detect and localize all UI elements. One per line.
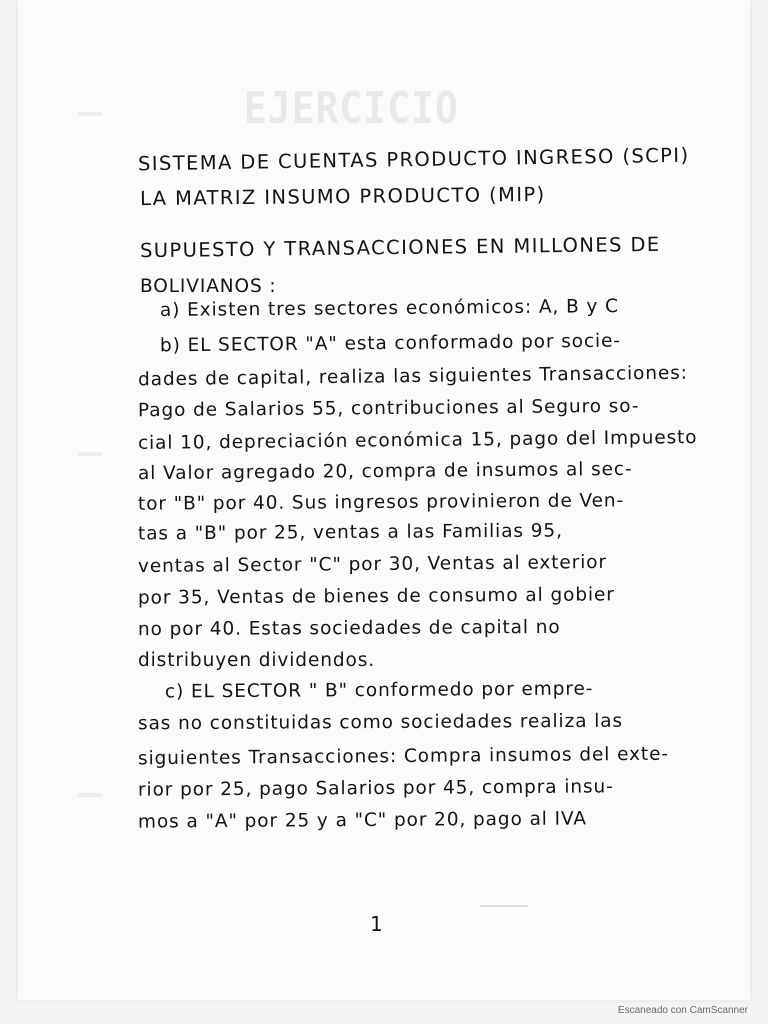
body-line: no por 40. Estas sociedades de capital no (137, 616, 561, 641)
body-line: cial 10, depreciación económica 15, pago del Impuesto (137, 427, 698, 454)
body-line: c) EL SECTOR " B" conformedo por empre- (164, 678, 594, 703)
body-line: siguientes Transacciones: Compra insumos del exte- (137, 743, 669, 770)
scan-mark (78, 452, 102, 456)
scan-mark (78, 112, 102, 116)
exercise-stamp: EJERCICIO (244, 82, 459, 134)
title-line-2: LA MATRIZ INSUMO PRODUCTO (MIP) (139, 182, 546, 211)
title-line-1: SISTEMA DE CUENTAS PRODUCTO INGRESO (SCPI) (137, 143, 690, 176)
body-line: a) Existen tres sectores económicos: A, B y C (159, 295, 619, 322)
body-line: distribuyen dividendos. (138, 650, 376, 671)
pencil-mark (480, 905, 528, 907)
body-line: rior por 25, pago Salarios por 45, compra insu- (137, 776, 614, 801)
body-line: al Valor agregado 20, compra de insumos al sec- (137, 458, 633, 485)
body-line: ventas al Sector "C" por 30, Ventas al exterior (137, 551, 608, 578)
body-line: mos a "A" por 25 y a "C" por 20, pago al IVA (137, 808, 587, 833)
scanner-credit: Escaneado con CamScanner (617, 1005, 748, 1016)
heading-line-1: SUPUESTO Y TRANSACCIONES EN MILLONES DE (139, 232, 661, 263)
body-line: por 35, Ventas de bienes de consumo al gobier (137, 584, 615, 609)
heading-line-2: BOLIVIANOS : (140, 276, 277, 297)
body-line: b) EL SECTOR "A" esta conformado por socie- (159, 330, 622, 357)
body-line: Pago de Salarios 55, contribuciones al Seguro so- (137, 395, 640, 422)
scan-mark (78, 793, 102, 797)
body-line: dades de capital, realiza las siguientes Transacciones: (137, 362, 688, 391)
body-line: tas a "B" por 25, ventas a las Familias 95, (137, 520, 563, 545)
page-number: 1 (370, 912, 383, 936)
body-line: tor "B" por 40. Sus ingresos provinieron de Ven- (137, 490, 625, 515)
body-line: sas no constituidas como sociedades realiza las (137, 710, 624, 735)
